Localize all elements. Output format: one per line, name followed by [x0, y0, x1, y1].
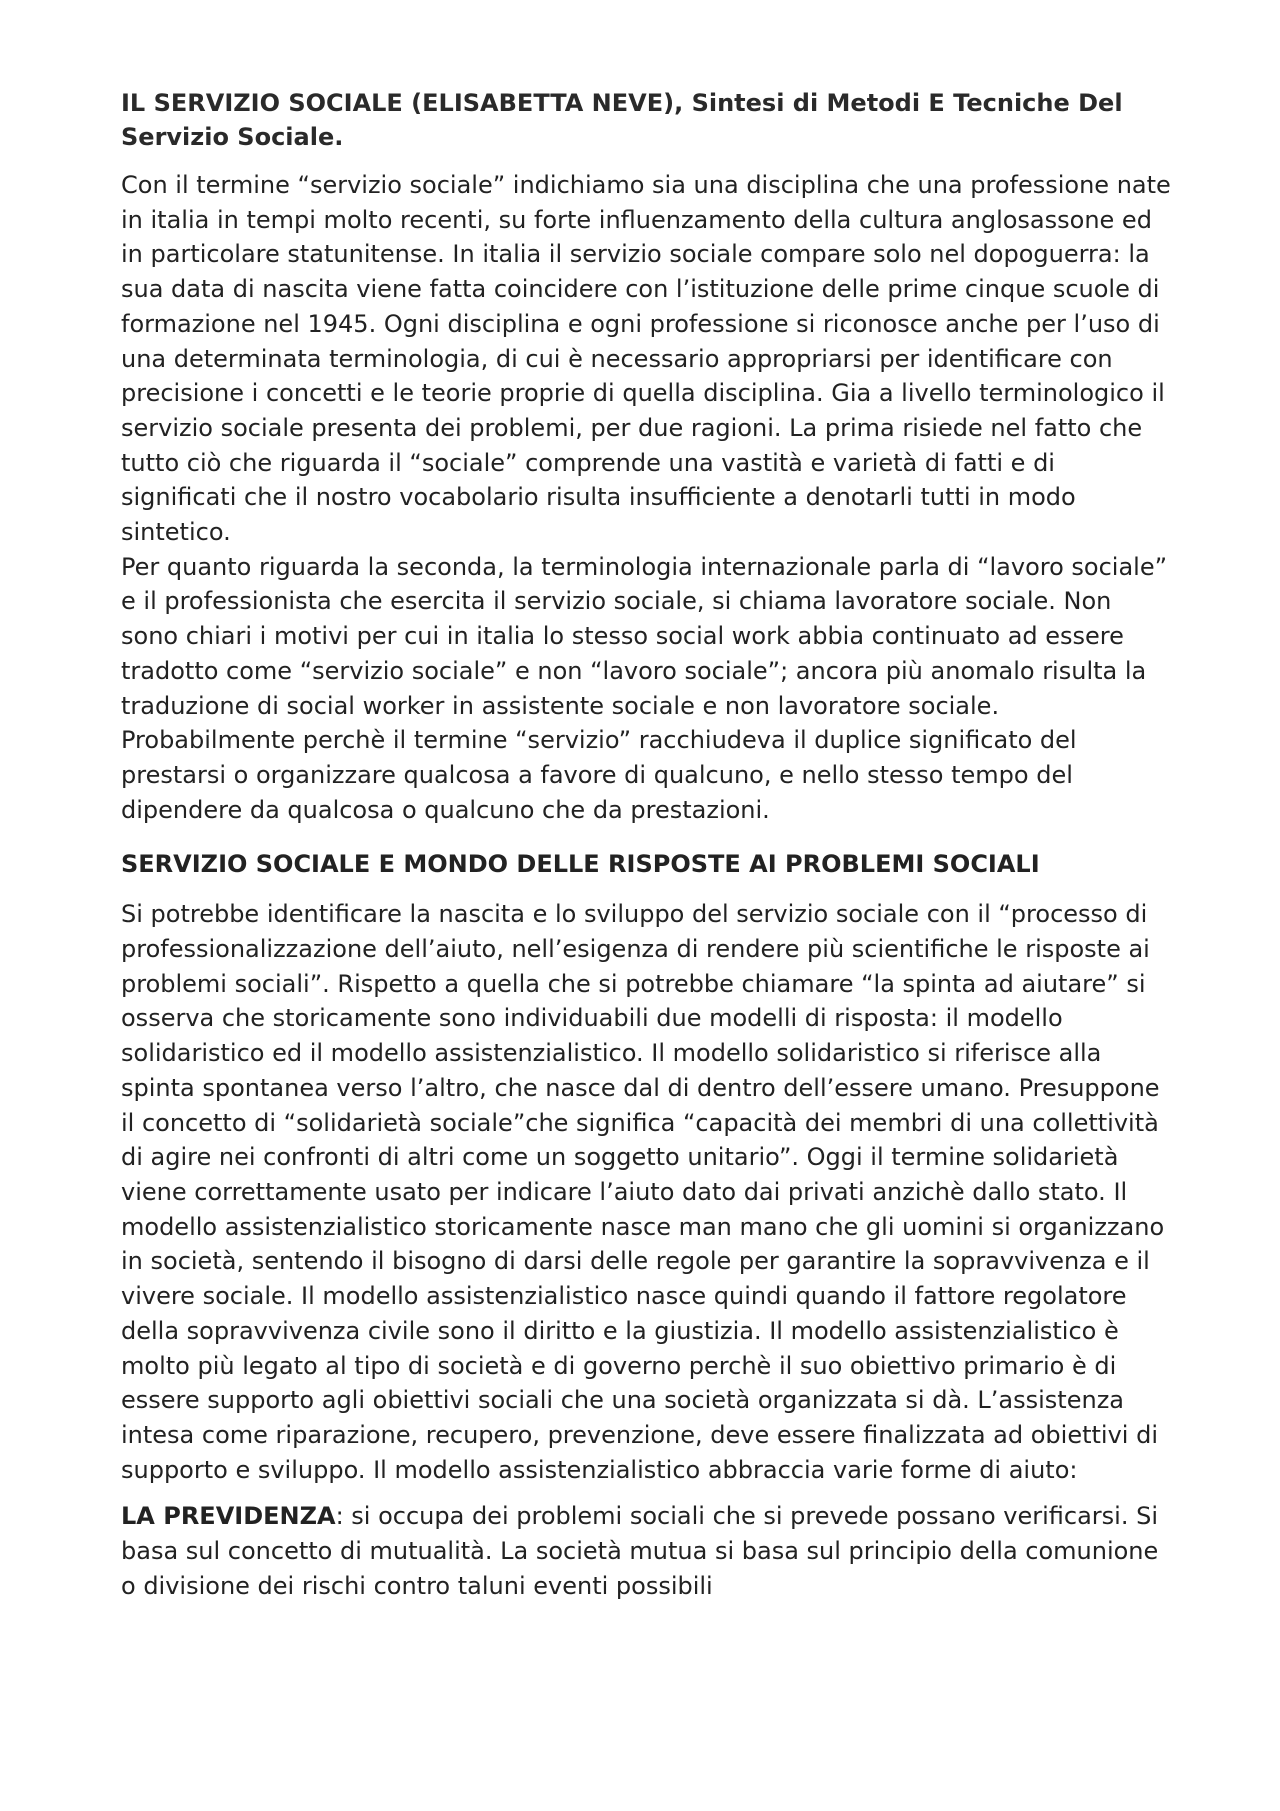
- previdenza-text: : si occupa dei problemi sociali che si prevede possano verificarsi. Si basa sul concetto di mutualità. La società mutua si basa sul principio della comunione o divisione dei rischi contro taluni eventi possibili: [121, 1502, 1159, 1600]
- second-paragraph: Per quanto riguarda la seconda, la terminologia internazionale parla di “lavoro sociale” e il professionista che esercita il servizio sociale, si chiama lavoratore sociale. Non sono chiari i motivi per cui in italia lo stesso social work abbia continuato ad essere tradotto come “servizio sociale” e non “lavoro sociale”; ancora più anomalo risulta la traduzione di social worker in assistente sociale e non lavoratore sociale. Probabilmente perchè il termine “servizio” racchiudeva il duplice significato del prestarsi o organizzare qualcosa a favore di qualcuno, e nello stesso tempo del dipendere da qualcosa o qualcuno che da prestazioni.: [121, 552, 1168, 824]
- intro-paragraph: Con il termine “servizio sociale” indichiamo sia una disciplina che una professione nate in italia in tempi molto recenti, su forte influenzamento della cultura anglosassone ed in particolare statunitense. In italia il servizio sociale compare solo nel dopoguerra: la sua data di nascita viene fatta coincidere con l’istituzione delle prime cinque scuole di formazione nel 1945. Ogni disciplina e ogni professione si riconosce anche per l’uso di una determinata terminologia, di cui è necessario appropriarsi per identificare con precisione i concetti e le teorie proprie di quella disciplina. Gia a livello terminologico il servizio sociale presenta dei problemi, per due ragioni. La prima risiede nel fatto che tutto ciò che riguarda il “sociale” comprende una vastità e varietà di fatti e di significati che il nostro vocabolario risulta insufficiente a denotarli tutti in modo sintetico.: [121, 171, 1171, 547]
- section-paragraph: Si potrebbe identificare la nascita e lo sviluppo del servizio sociale con il “processo di professionalizzazione dell’aiuto, nell’esigenza di rendere più scientifiche le risposte ai problemi sociali”. Rispetto a quella che si potrebbe chiamare “la spinta ad aiutare” si osserva che storicamente sono individuabili due modelli di risposta: il modello solidaristico ed il modello assistenzialistico. Il modello solidaristico si riferisce alla spinta spontanea verso l’altro, che nasce dal di dentro dell’essere umano. Presuppone il concetto di “solidarietà sociale”che significa “capacità dei membri di una collettività di agire nei confronti di altri come un soggetto unitario”. Oggi il termine solidarietà viene correttamente usato per indicare l’aiuto dato dai privati anzichè dallo stato. Il modello assistenzialistico storicamente nasce man mano che gli uomini si organizzano in società, sentendo il bisogno di darsi delle regole per garantire la sopravvivenza e il vivere sociale. Il modello assistenzialistico nasce quindi quando il fattore regolatore della sopravvivenza civile sono il diritto e la giustizia. Il modello assistenzialistico è molto più legato al tipo di società e di governo perchè il suo obiettivo primario è di essere supporto agli obiettivi sociali che una società organizzata si dà. L’assistenza intesa come riparazione, recupero, prevenzione, deve essere finalizzata ad obiettivi di supporto e sviluppo. Il modello assistenzialistico abbraccia varie forme di aiuto:: [121, 900, 1165, 1484]
- previdenza-term: LA PREVIDENZA: [121, 1502, 336, 1531]
- document-title: IL SERVIZIO SOCIALE (ELISABETTA NEVE), Sintesi di Metodi E Tecniche Del Servizio Sociale.: [121, 89, 1123, 151]
- previdenza-paragraph: [121, 1499, 1171, 1603]
- document-page: [121, 86, 1171, 1617]
- section-heading: SERVIZIO SOCIALE E MONDO DELLE RISPOSTE AI PROBLEMI SOCIALI: [121, 850, 1040, 879]
